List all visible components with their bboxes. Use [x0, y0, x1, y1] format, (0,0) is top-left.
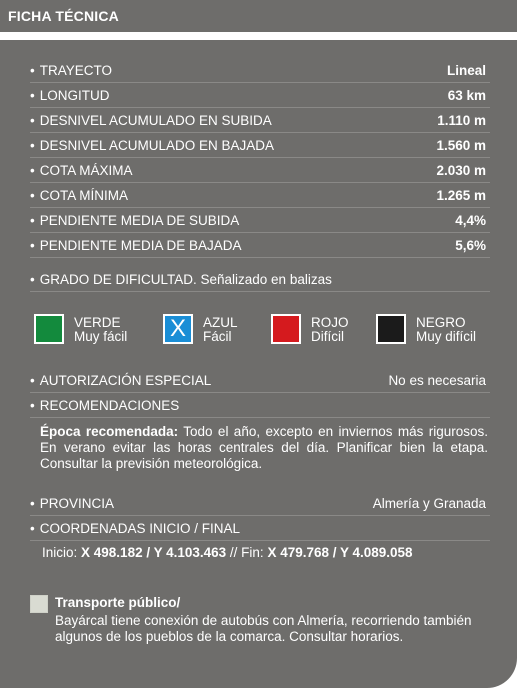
spec-value: 63 km	[447, 88, 486, 103]
bullet-icon: •	[30, 213, 35, 228]
province-label: PROVINCIA	[39, 496, 114, 511]
black-square-icon	[376, 314, 406, 344]
spec-label: TRAYECTO	[39, 63, 112, 78]
spec-label: DESNIVEL ACUMULADO EN SUBIDA	[39, 113, 272, 128]
bullet-icon: •	[30, 63, 35, 78]
coordinates-row	[30, 516, 490, 541]
bullet-icon: •	[30, 138, 35, 153]
difficulty-desc: Muy fácil	[74, 329, 128, 344]
bullet-icon: •	[30, 163, 35, 178]
recommendations-text: Época recomendada: Todo el año, excepto en inviernos más rigurosos. En verano evitar las horas centrales del día. Planificar bien la etapa. Consultar la previsión meteorológica.	[40, 424, 489, 471]
difficulty-desc: Muy difícil	[416, 329, 477, 344]
spec-row-trayecto	[30, 58, 490, 83]
difficulty-row	[30, 267, 490, 292]
spec-value: 5,6%	[455, 238, 486, 253]
difficulty-label: GRADO DE DIFICULTAD. Señalizado en balizas	[39, 272, 332, 287]
authorization-label: AUTORIZACIÓN ESPECIAL	[39, 373, 212, 388]
spec-row-desnivel-subida	[30, 108, 490, 133]
header-title: FICHA TÉCNICA	[8, 8, 119, 24]
spec-row-cota-minima	[30, 183, 490, 208]
spec-value: 1.560 m	[436, 138, 486, 153]
spec-row-pendiente-subida	[30, 208, 490, 233]
bullet-icon: •	[30, 496, 35, 511]
spec-label: COTA MÁXIMA	[39, 163, 133, 178]
spec-row-desnivel-bajada	[30, 133, 490, 158]
difficulty-desc: Difícil	[311, 329, 344, 344]
province-row	[30, 491, 490, 516]
recommendations-row	[30, 393, 490, 418]
bullet-icon: •	[30, 521, 35, 536]
transport-text: Bayárcal tiene conexión de autobús con Almería, recorriendo también algunos de los pueblos de la comarca. Consultar horarios.	[55, 613, 472, 644]
bus-square-icon	[30, 595, 48, 613]
spec-row-cota-maxima	[30, 158, 490, 183]
green-square-icon	[34, 314, 64, 344]
spec-row-pendiente-bajada	[30, 233, 490, 258]
bullet-icon: •	[30, 188, 35, 203]
spec-value: 1.110 m	[437, 113, 486, 128]
spec-value: 1.265 m	[436, 188, 486, 203]
authorization-value: No es necesaria	[388, 373, 486, 388]
spec-label: LONGITUD	[39, 88, 110, 103]
difficulty-name: ROJO	[311, 315, 349, 330]
bullet-icon: •	[30, 398, 35, 413]
province-value: Almería y Granada	[372, 496, 486, 511]
blue-x-square-icon: X	[163, 314, 193, 344]
header-separator	[0, 32, 517, 40]
spec-label: DESNIVEL ACUMULADO EN BAJADA	[39, 138, 275, 153]
spec-label: PENDIENTE MEDIA DE BAJADA	[39, 238, 242, 253]
recommendations-lead: Época recomendada:	[40, 424, 179, 439]
bullet-icon: •	[30, 88, 35, 103]
difficulty-desc: Fácil	[203, 329, 232, 344]
authorization-row	[30, 368, 490, 393]
coordinates-values: Inicio: X 498.182 / Y 4.103.463 // Fin: X 479.768 / Y 4.089.058	[42, 545, 413, 560]
red-square-icon	[271, 314, 301, 344]
spec-value: 2.030 m	[436, 163, 486, 178]
bullet-icon: •	[30, 238, 35, 253]
spec-value: 4,4%	[455, 213, 486, 228]
spec-label: PENDIENTE MEDIA DE SUBIDA	[39, 213, 240, 228]
coordinates-label: COORDENADAS INICIO / FINAL	[39, 521, 241, 536]
difficulty-name: NEGRO	[416, 315, 466, 330]
recommendations-label: RECOMENDACIONES	[39, 398, 180, 413]
spec-value: Lineal	[446, 63, 486, 78]
difficulty-name: VERDE	[74, 315, 121, 330]
bullet-icon: •	[30, 373, 35, 388]
spec-label: COTA MÍNIMA	[39, 188, 128, 203]
difficulty-name: AZUL	[203, 315, 238, 330]
header-bar	[0, 0, 517, 32]
transport-title: Transporte público/	[55, 595, 181, 610]
bullet-icon: •	[30, 113, 35, 128]
bullet-icon: •	[30, 272, 35, 287]
spec-row-longitud	[30, 83, 490, 108]
